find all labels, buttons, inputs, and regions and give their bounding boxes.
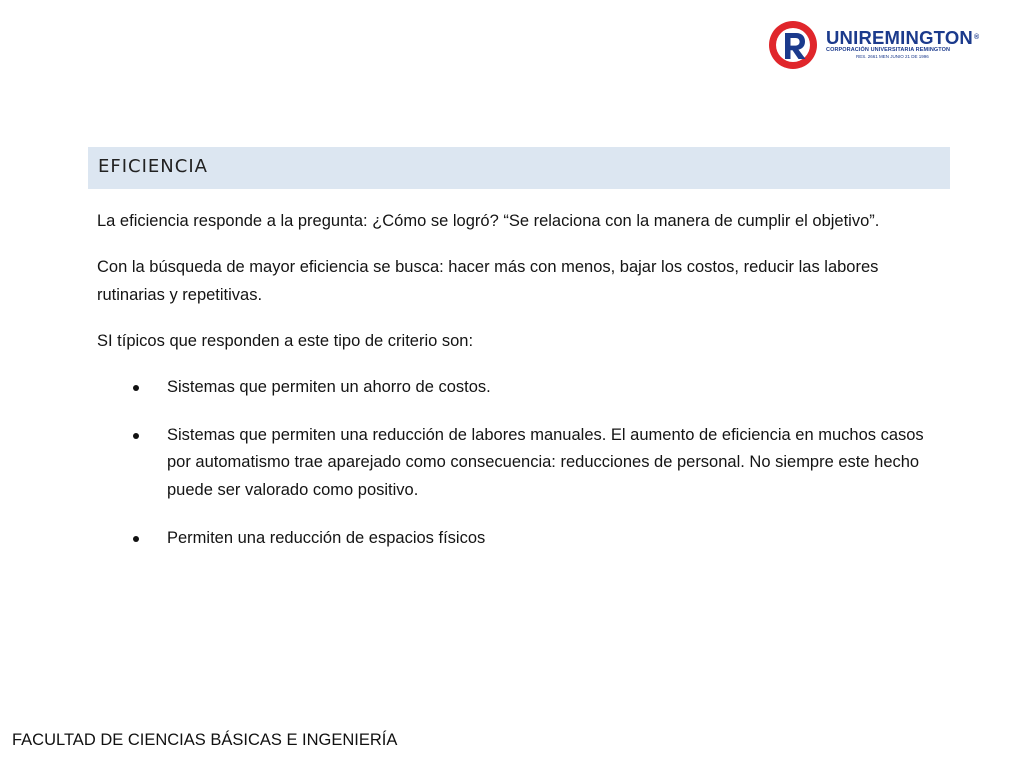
section-title: EFICIENCIA (98, 156, 208, 177)
section-heading-band (88, 147, 950, 189)
logo-registered-mark: ® (973, 34, 980, 41)
logo-resolution: RES. 2661 MEN JUNIO 21 DE 1996 (856, 54, 929, 59)
bullet-dot-icon (133, 385, 139, 391)
bullet-text: Permiten una reducción de espacios físicos (167, 528, 486, 547)
bullet-item (97, 422, 947, 505)
logo-wordmark (826, 28, 986, 60)
footer-faculty-label: FACULTAD DE CIENCIAS BÁSICAS E INGENIERÍA (12, 731, 398, 749)
body-paragraph: Con la búsqueda de mayor eficiencia se busca: hacer más con menos, bajar los costos, reducir las labores rutinarias y repetitivas. (97, 258, 879, 304)
bullet-text: Sistemas que permiten una reducción de labores manuales. El aumento de eficiencia en muchos casos por automatismo trae aparejado como consecuencia: reducciones de personal. No siempre este hecho puede ser valorado como positivo. (167, 425, 924, 499)
bullet-text: Sistemas que permiten un ahorro de costos. (167, 377, 491, 396)
body-paragraph: La eficiencia responde a la pregunta: ¿Cómo se logró? “Se relaciona con la manera de cumplir el objetivo”. (97, 212, 880, 230)
bullet-dot-icon (133, 433, 139, 439)
body-paragraph: SI típicos que responden a este tipo de criterio son: (97, 331, 474, 350)
logo-brand-name (826, 28, 986, 47)
bullet-list (97, 374, 947, 553)
bullet-item (97, 374, 947, 402)
bullet-item (97, 525, 947, 553)
logo-brand-text: UNIREMINGTON (826, 27, 973, 48)
uniremington-r-mark-icon (768, 20, 818, 70)
logo-subtitle: CORPORACIÓN UNIVERSITARIA REMINGTON (826, 47, 951, 53)
uniremington-logo (768, 20, 988, 72)
slide-body (97, 208, 947, 573)
bullet-dot-icon (133, 536, 139, 542)
